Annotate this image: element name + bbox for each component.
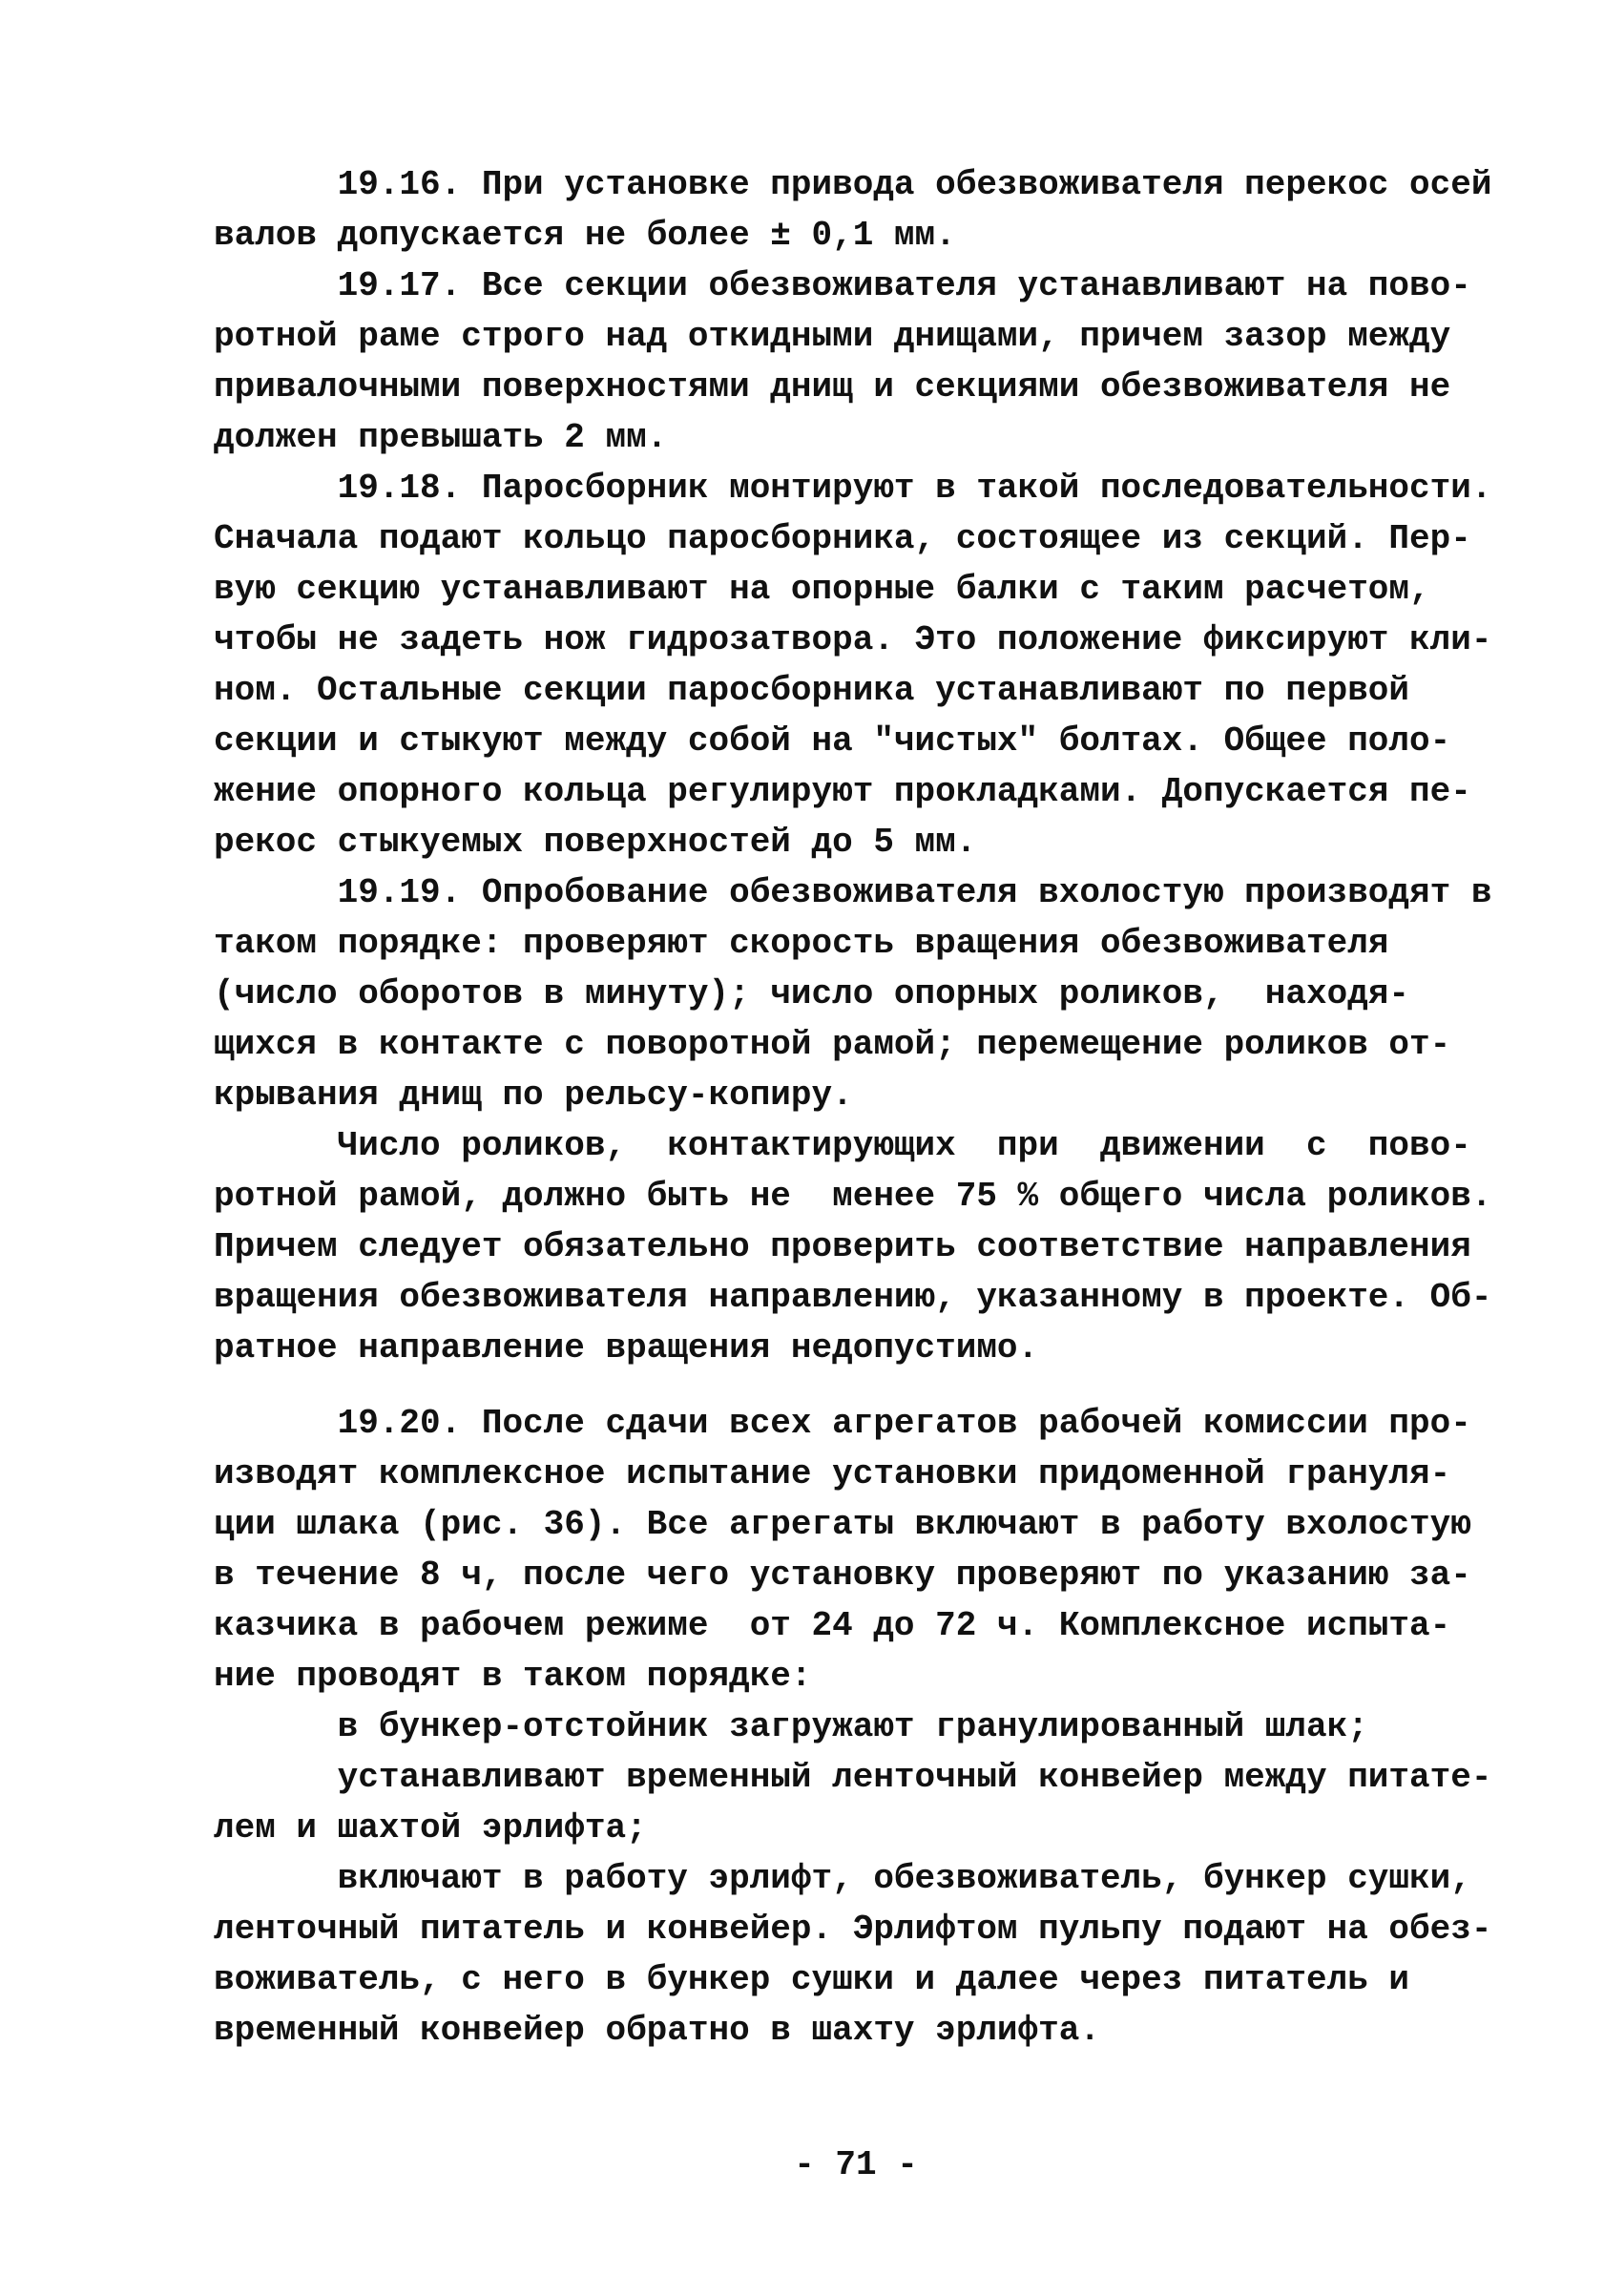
text-line: устанавливают временный ленточный конвейер между питате-	[214, 1758, 1492, 1797]
text-line: Сначала подают кольцо паросборника, состоящее из секций. Пер-	[214, 519, 1471, 558]
text-line: таком порядке: проверяют скорость вращения обезвоживателя	[214, 924, 1389, 963]
text-line: 19.17. Все секции обезвоживателя устанавливают на пово-	[214, 266, 1471, 305]
page-number: - 71 -	[794, 2145, 918, 2184]
paragraph	[214, 1752, 1569, 1853]
text-line: Число роликов, контактирующих при движении с пово-	[214, 1126, 1471, 1165]
text-line: ции шлака (рис. 36). Все агрегаты включают в работу вхолостую	[214, 1505, 1471, 1544]
text-line: ротной раме строго над откидными днищами, причем зазор между	[214, 317, 1451, 356]
paragraph	[214, 159, 1569, 261]
paragraph	[214, 1120, 1569, 1373]
text-line: изводят комплексное испытание установки придоменной грануля-	[214, 1454, 1451, 1493]
text-line: должен превышать 2 мм.	[214, 418, 668, 457]
text-line: 19.19. Опробование обезвоживателя вхолостую производят в	[214, 873, 1492, 912]
document-body	[214, 159, 1569, 2056]
text-line: секции и стыкуют между собой на "чистых" болтах. Общее поло-	[214, 721, 1451, 761]
text-line: крывания днищ по рельсу-копиру.	[214, 1075, 853, 1115]
text-line: чтобы не задеть нож гидрозатвора. Это положение фиксируют кли-	[214, 620, 1492, 659]
text-line: в течение 8 ч, после чего установку проверяют по указанию за-	[214, 1556, 1471, 1595]
text-line: привалочными поверхностями днищ и секциями обезвоживателя не	[214, 367, 1451, 407]
text-line: временный конвейер обратно в шахту эрлифта.	[214, 2011, 1100, 2050]
text-line: валов допускается не более ± 0,1 мм.	[214, 216, 956, 255]
text-line: Причем следует обязательно проверить соответствие направления	[214, 1227, 1471, 1266]
text-line: воживатель, с него в бункер сушки и далее через питатель и	[214, 1960, 1410, 1999]
text-line: лем и шахтой эрлифта;	[214, 1808, 647, 1848]
text-line: вращения обезвоживателя направлению, указанному в проекте. Об-	[214, 1278, 1492, 1317]
text-line: щихся в контакте с поворотной рамой; перемещение роликов от-	[214, 1025, 1451, 1064]
text-line: 19.16. При установке привода обезвоживателя перекос осей	[214, 165, 1492, 204]
text-line: ленточный питатель и конвейер. Эрлифтом пульпу подают на обез-	[214, 1910, 1492, 1949]
text-line: ротной рамой, должно быть не менее 75 % общего числа роликов.	[214, 1177, 1492, 1216]
text-line: ние проводят в таком порядке:	[214, 1657, 812, 1696]
paragraph	[214, 867, 1569, 1120]
paragraph	[214, 1398, 1569, 1702]
text-line: ратное направление вращения недопустимо.	[214, 1328, 1039, 1368]
text-line: казчика в рабочем режиме от 24 до 72 ч. Комплексное испыта-	[214, 1606, 1451, 1645]
paragraph	[214, 1702, 1569, 1752]
text-line: жение опорного кольца регулируют прокладками. Допускается пе-	[214, 772, 1471, 811]
text-line: 19.20. После сдачи всех агрегатов рабочей комиссии про-	[214, 1404, 1471, 1443]
text-line: в бункер-отстойник загружают гранулированный шлак;	[214, 1707, 1368, 1746]
text-line: 19.18. Паросборник монтируют в такой последовательности.	[214, 469, 1492, 508]
text-line: ном. Остальные секции паросборника устанавливают по первой	[214, 671, 1410, 710]
paragraph	[214, 463, 1569, 867]
text-line: рекос стыкуемых поверхностей до 5 мм.	[214, 823, 977, 862]
paragraph	[214, 1853, 1569, 2056]
text-line: включают в работу эрлифт, обезвоживатель, бункер сушки,	[214, 1859, 1471, 1898]
text-line: (число оборотов в минуту); число опорных роликов, находя-	[214, 974, 1410, 1013]
text-line: вую секцию устанавливают на опорные балки с таким расчетом,	[214, 570, 1430, 609]
paragraph	[214, 261, 1569, 463]
